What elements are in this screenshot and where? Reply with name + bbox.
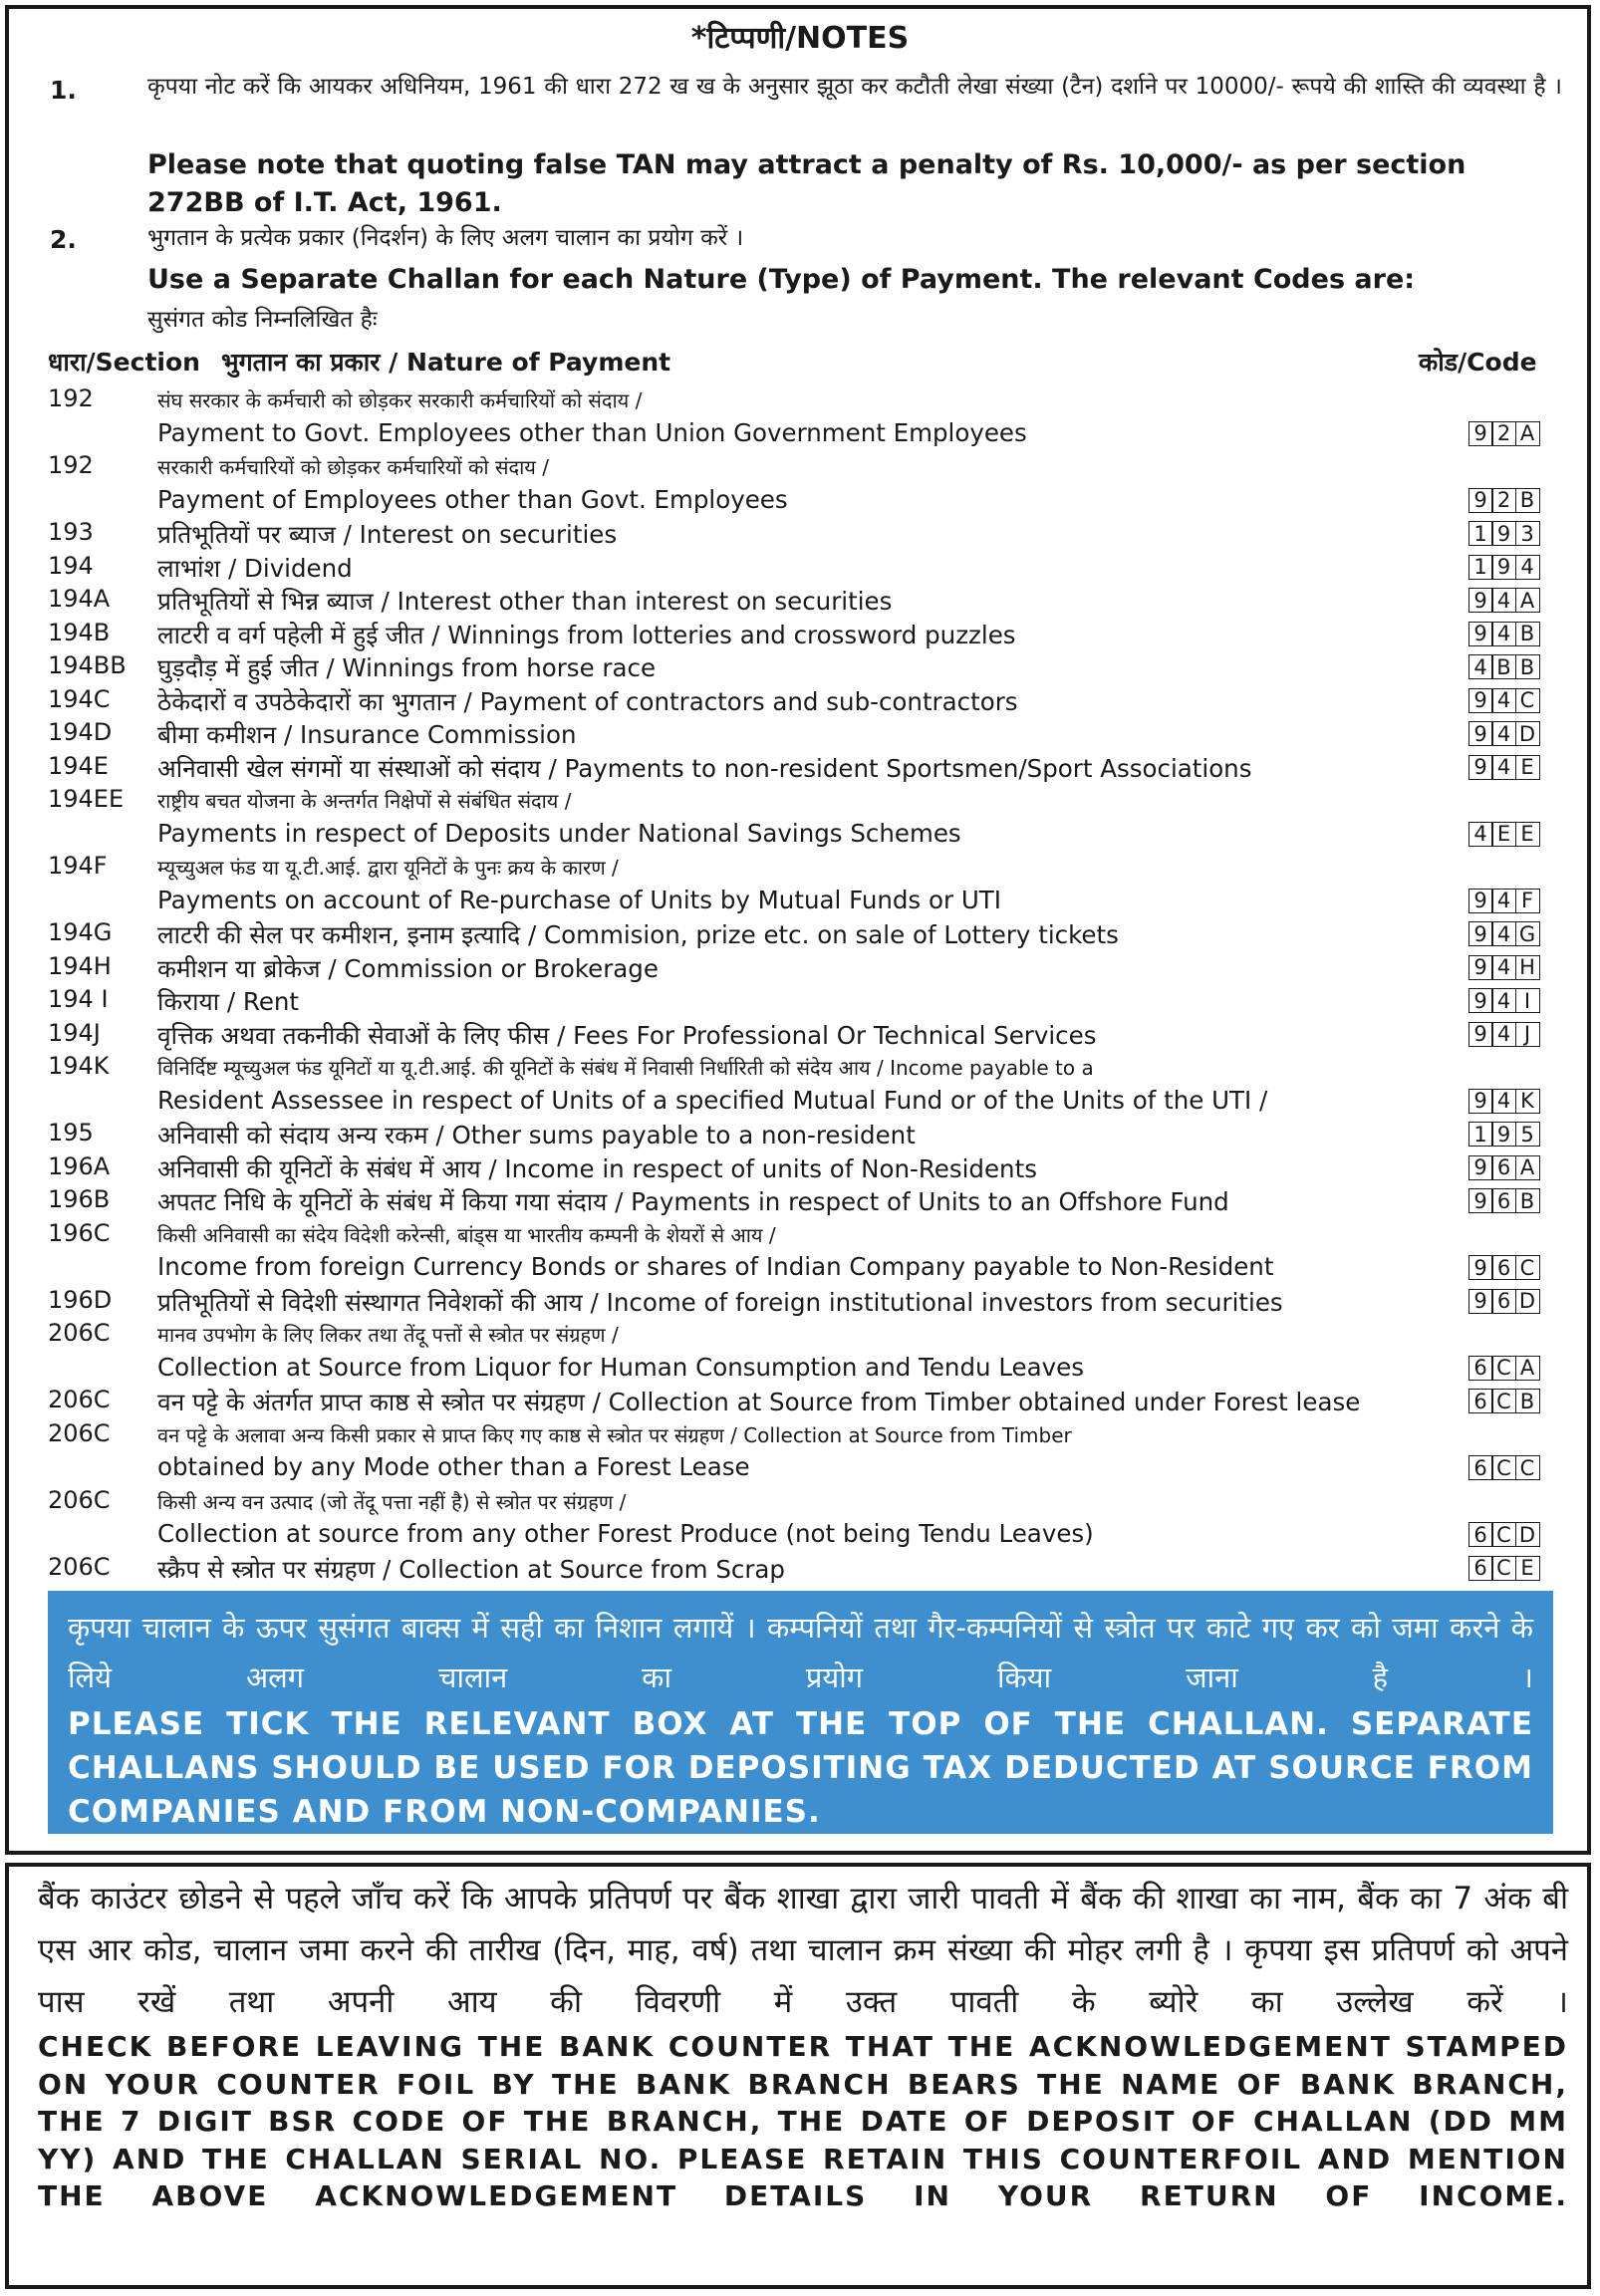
code-char-box: G [1515,921,1540,946]
code-char-box: 6 [1491,1255,1516,1280]
row-section: 206C [48,1418,111,1447]
code-char-box: J [1515,1022,1540,1047]
row-code-boxes [1469,555,1540,580]
code-char-box: C [1515,688,1540,713]
row-code-boxes [1469,1522,1540,1547]
code-char-box: 9 [1468,955,1493,980]
row-description-line2: Income from foreign Currency Bonds or shares of Indian Company payable to Non-Resident [157,1252,1274,1281]
code-char-box: 4 [1468,822,1493,847]
note-2-hindi: भुगतान के प्रत्येक प्रकार (निदर्शन) के लिए अलग चालान का प्रयोग करें । [147,225,744,251]
row-section: 194A [48,585,111,613]
code-char-box: 4 [1491,755,1516,780]
code-char-box: C [1491,1356,1516,1381]
row-description: ठेकेदारों व उपठेकेदारों का भुगतान / Payment of contractors and sub-contractors [157,686,1018,716]
code-char-box: C [1515,1455,1540,1480]
row-section: 194 I [48,985,109,1013]
row-section: 194E [48,751,109,780]
code-char-box: D [1515,1522,1540,1547]
code-char-box: 9 [1468,1089,1493,1114]
row-section: 206C [48,1552,111,1581]
row-code-boxes [1469,755,1540,780]
code-char-box: 9 [1468,988,1493,1013]
code-char-box: 6 [1468,1522,1493,1547]
tick-instruction-banner [48,1591,1553,1834]
row-description: बीमा कमीशन / Insurance Commission [157,720,577,749]
row-code-boxes [1469,588,1540,613]
row-description: विनिर्दिष्ट म्यूच्युअल फंड यूनिटों या यू.टी.आई. की यूनिटों के संबंध में निवासी निर्धारिती को संदेय आय / Income payable to a [157,1056,1094,1080]
row-description: अनिवासी को संदाय अन्य रकम / Other sums payable to a non-resident [157,1121,916,1149]
code-char-box: E [1515,1556,1540,1581]
row-code-boxes [1469,721,1540,746]
row-description: म्यूच्युअल फंड या यू.टी.आई. द्वारा यूनिटों के पुनः क्रय के कारण / [157,856,619,880]
code-char-box: E [1515,822,1540,847]
note-1-hindi: कृपया नोट करें कि आयकर अधिनियम, 1961 की धारा 272 ख ख के अनुसार झूठा कर कटौती लेखा संख्या (टैन) दर्शाने पर 10000/- रूपये की शास्ति की व्यवस्था है । [147,74,1562,100]
code-char-box: 9 [1491,1122,1516,1147]
row-description: वन पट्टे के अंतर्गत प्राप्त काष्ठ से स्त्रोत पर संग्रहण / Collection at Source from Timber obtained under Forest lease [157,1388,1361,1416]
row-code-boxes [1469,421,1540,446]
header-section: धारा/Section [48,348,200,377]
row-section: 194C [48,684,111,713]
row-code-boxes [1469,1289,1540,1314]
row-section: 196B [48,1185,111,1213]
code-char-box: 9 [1468,1289,1493,1314]
row-description: लाटरी की सेल पर कमीशन, इनाम इत्यादि / Commision, prize etc. on sale of Lottery tickets [157,920,1119,949]
row-code-boxes [1469,622,1540,646]
code-char-box: 9 [1468,755,1493,780]
code-char-box: 9 [1491,521,1516,546]
row-section: 195 [48,1119,94,1147]
code-char-box: 3 [1515,521,1540,546]
code-char-box: 6 [1491,1155,1516,1180]
code-char-box: D [1515,721,1540,746]
row-section: 193 [48,518,94,546]
header-code: कोड/Code [1419,348,1537,377]
row-section: 206C [48,1319,111,1347]
code-char-box: E [1491,822,1516,847]
row-section: 194 [48,551,94,580]
row-section: 206C [48,1386,111,1413]
row-description: किसी अनिवासी का संदेय विदेशी करेन्सी, बांड्स या भारतीय कम्पनी के शेयरों से आय / [157,1222,776,1247]
code-char-box: 4 [1491,1022,1516,1047]
code-char-box: E [1515,755,1540,780]
code-char-box: A [1515,1356,1540,1381]
code-char-box: 4 [1491,622,1516,646]
row-description-line2: obtained by any Mode other than a Forest Lease [157,1452,750,1481]
code-char-box: 9 [1468,921,1493,946]
acknowledgement-english: CHECK BEFORE LEAVING THE BANK COUNTER THAT THE ACKNOWLEDGEMENT STAMPED ON YOUR COUNTER FOIL BY THE BANK BRANCH BEARS THE NAME OF BANK BRANCH, THE 7 DIGIT BSR CODE OF THE BRANCH, THE DATE OF DEPOSIT OF CHALLAN (DD MM YY) AND THE CHALLAN SERIAL NO. PLEASE RETAIN THIS COUNTERFOIL AND MENTION THE ABOVE ACKNOWLEDGEMENT DETAILS IN YOUR RETURN OF INCOME. [38,2030,1568,2212]
row-section: 194F [48,852,108,880]
row-section: 192 [48,384,94,412]
code-char-box: B [1491,654,1516,679]
row-description: लाटरी व वर्ग पहेली में हुई जीत / Winnings from lotteries and crossword puzzles [157,620,1016,649]
note-2-hindi-codes: सुसंगत कोड निम्नलिखित हैः [147,307,378,333]
code-char-box: 9 [1468,1155,1493,1180]
banner-hindi: कृपया चालान के ऊपर सुसंगत बाक्स में सही का निशान लगायें । कम्पनियों तथा गैर-कम्पनियों से स्त्रोत पर काटे गए कर को जमा करने के लिये अलग चालान का प्रयोग किया जाना है । [68,1611,1533,1694]
row-description: प्रतिभूतियों पर ब्याज / Interest on securities [157,520,618,549]
row-description: स्क्रैप से स्त्रोत पर संग्रहण / Collection at Source from Scrap [157,1554,785,1584]
row-section: 194H [48,951,112,980]
row-section: 196D [48,1285,113,1314]
code-char-box: B [1515,1389,1540,1413]
code-char-box: A [1515,421,1540,446]
row-code-boxes [1469,488,1540,513]
row-code-boxes [1469,955,1540,980]
code-char-box: 9 [1468,1022,1493,1047]
header-nature: भुगतान का प्रकार / Nature of Payment [221,348,671,377]
row-section: 192 [48,451,94,479]
row-code-boxes [1469,1022,1540,1047]
row-description: अनिवासी की यूनिटों के संबंध में आय / Income in respect of units of Non-Residents [157,1153,1037,1183]
row-description-line2: Payment of Employees other than Govt. Employees [157,484,788,514]
code-char-box: 9 [1468,588,1493,613]
row-description: अनिवासी खेल संगमों या संस्थाओं को संदाय / Payments to non-resident Sportsmen/Sport Associations [157,753,1252,783]
row-section: 194BB [48,651,127,679]
row-code-boxes [1469,921,1540,946]
code-char-box: A [1515,1155,1540,1180]
code-char-box: 1 [1468,521,1493,546]
row-description-line2: Payment to Govt. Employees other than Union Government Employees [157,417,1027,447]
row-code-boxes [1469,1556,1540,1581]
row-description-line2: Payments on account of Re-purchase of Units by Mutual Funds or UTI [157,885,1001,914]
row-description: लाभांश / Dividend [157,553,353,583]
note-1-number: 1. [50,76,77,105]
note-2-number: 2. [50,225,77,254]
code-char-box: 4 [1491,588,1516,613]
row-code-boxes [1469,688,1540,713]
row-section: 206C [48,1485,111,1514]
row-code-boxes [1469,889,1540,913]
row-code-boxes [1469,1155,1540,1180]
code-char-box: 9 [1468,721,1493,746]
row-code-boxes [1469,1188,1540,1213]
row-description-line2: Collection at source from any other Forest Produce (not being Tendu Leaves) [157,1519,1094,1548]
row-code-boxes [1469,988,1540,1013]
row-description: वृत्तिक अथवा तकनीकी सेवाओं के लिए फीस / Fees For Professional Or Technical Services [157,1020,1097,1050]
row-code-boxes [1469,822,1540,847]
code-char-box: 9 [1468,688,1493,713]
code-char-box: B [1515,654,1540,679]
row-description-line2: Collection at Source from Liquor for Human Consumption and Tendu Leaves [157,1352,1084,1382]
row-description: किसी अन्य वन उत्पाद (जो तेंदू पत्ता नहीं है) से स्त्रोत पर संग्रहण / [157,1489,627,1514]
row-description: सरकारी कर्मचारियों को छोड़कर कर्मचारियों को संदाय / [157,455,549,479]
code-char-box: 4 [1491,921,1516,946]
code-char-box: 9 [1468,488,1493,513]
code-char-box: B [1515,1188,1540,1213]
code-char-box: C [1491,1522,1516,1547]
row-description: मानव उपभोग के लिए लिकर तथा तेंदू पत्तों से स्त्रोत पर संग्रहण / [157,1323,619,1347]
code-char-box: 6 [1491,1289,1516,1314]
row-section: 196C [48,1218,111,1247]
code-char-box: C [1491,1389,1516,1413]
code-char-box: 4 [1468,654,1493,679]
code-char-box: C [1515,1255,1540,1280]
row-description: कमीशन या ब्रोकेज / Commission or Brokerage [157,953,659,983]
code-char-box: 4 [1491,988,1516,1013]
code-char-box: 1 [1468,555,1493,580]
code-char-box: B [1515,622,1540,646]
code-char-box: 4 [1491,688,1516,713]
row-section: 194EE [48,785,125,813]
code-char-box: 6 [1491,1188,1516,1213]
code-char-box: 6 [1468,1556,1493,1581]
row-description: किराया / Rent [157,987,300,1016]
code-char-box: 4 [1491,955,1516,980]
code-char-box: 6 [1468,1356,1493,1381]
code-char-box: 1 [1468,1122,1493,1147]
code-char-box: 9 [1468,1188,1493,1213]
acknowledgement-section [38,1873,1568,2215]
row-code-boxes [1469,1255,1540,1280]
code-char-box: 4 [1491,721,1516,746]
code-char-box: H [1515,955,1540,980]
code-char-box: 9 [1468,622,1493,646]
code-char-box: C [1491,1556,1516,1581]
row-description: प्रतिभूतियों से विदेशी संस्थागत निवेशकों की आय / Income of foreign institutional investors from securities [157,1287,1283,1317]
row-description: अपतट निधि के यूनिटों के संबंध में किया गया संदाय / Payments in respect of Units to an Offshore Fund [157,1187,1229,1216]
code-char-box: 4 [1491,1089,1516,1114]
code-char-box: 9 [1491,555,1516,580]
row-section: 194J [48,1018,101,1047]
note-2-english: Use a Separate Challan for each Nature (Type) of Payment. The relevant Codes are: [147,264,1416,295]
code-char-box: 4 [1515,555,1540,580]
code-char-box: 9 [1468,421,1493,446]
note-1-english: Please note that quoting false TAN may attract a penalty of Rs. 10,000/- as per section 272BB of I.T. Act, 1961. [147,149,1467,218]
row-code-boxes [1469,654,1540,679]
code-char-box: 2 [1491,488,1516,513]
row-code-boxes [1469,1389,1540,1413]
row-section: 194G [48,918,113,946]
row-code-boxes [1469,1089,1540,1114]
row-section: 194D [48,718,113,746]
code-char-box: F [1515,889,1540,913]
row-code-boxes [1469,1455,1540,1480]
code-char-box: 4 [1491,889,1516,913]
code-char-box: 9 [1468,1255,1493,1280]
page-title: *टिप्पणी/NOTES [690,21,910,56]
code-char-box: 9 [1468,889,1493,913]
row-description-line2: Resident Assessee in respect of Units of a specified Mutual Fund or of the Units of the UTI / [157,1085,1268,1115]
code-char-box: 6 [1468,1389,1493,1413]
code-char-box: B [1515,488,1540,513]
code-char-box: K [1515,1089,1540,1114]
row-description: संघ सरकार के कर्मचारी को छोड़कर सरकारी कर्मचारियों को संदाय / [157,388,643,412]
code-char-box: C [1491,1455,1516,1480]
row-code-boxes [1469,1122,1540,1147]
code-char-box: I [1515,988,1540,1013]
row-section: 194B [48,618,111,646]
code-char-box: A [1515,588,1540,613]
row-description-line2: Payments in respect of Deposits under National Savings Schemes [157,818,961,848]
code-char-box: 6 [1468,1455,1493,1480]
acknowledgement-hindi: बैंक काउंटर छोडने से पहले जाँच करें कि आपके प्रतिपर्ण पर बैंक शाखा द्वारा जारी पावती में बैंक की शाखा का नाम, बैंक का 7 अंक बी एस आर कोड, चालान जमा करने की तारीख (दिन, माह, वर्ष) तथा चालान क्रम संख्या की मोहर लगी है । कृपया इस प्रतिपर्ण को अपने पास रखें तथा अपनी आय की विवरणी में उक्त पावती के ब्योरे का उल्लेख करें । [38,1881,1568,2020]
code-char-box: D [1515,1289,1540,1314]
row-code-boxes [1469,1356,1540,1381]
row-section: 194K [48,1052,110,1080]
row-code-boxes [1469,521,1540,546]
row-description: वन पट्टे के अलावा अन्य किसी प्रकार से प्राप्त किए गए काष्ठ से स्त्रोत पर संग्रहण / Collection at Source from Timber [157,1422,1072,1447]
code-char-box: 5 [1515,1122,1540,1147]
row-description: राष्ट्रीय बचत योजना के अन्तर्गत निक्षेपों से संबंधित संदाय / [157,789,572,813]
row-section: 196A [48,1151,111,1180]
row-description: प्रतिभूतियों से भिन्न ब्याज / Interest other than interest on securities [157,587,893,616]
code-char-box: 2 [1491,421,1516,446]
row-description: घुड़दौड़ में हुई जीत / Winnings from horse race [157,653,657,682]
banner-english: PLEASE TICK THE RELEVANT BOX AT THE TOP OF THE CHALLAN. SEPARATE CHALLANS SHOULD BE USED FOR DEPOSITING TAX DEDUCTED AT SOURCE FROM COMPANIES AND FROM NON-COMPANIES. [68,1706,1533,1830]
